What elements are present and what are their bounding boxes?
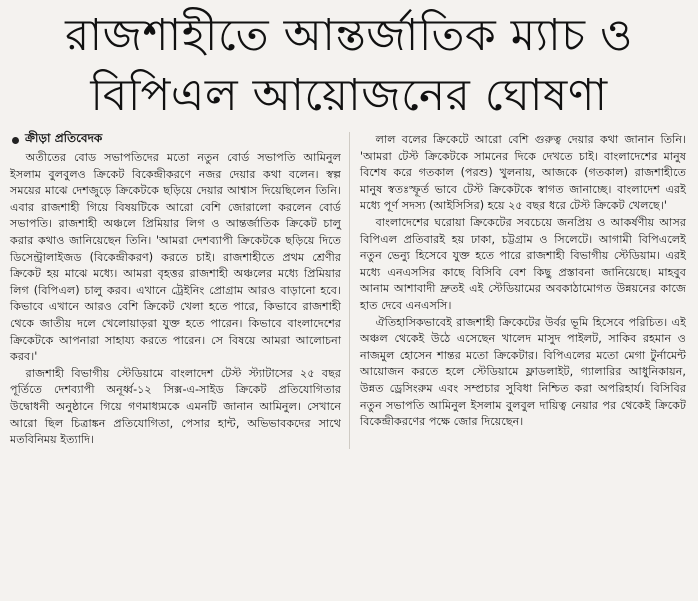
bullet-icon (12, 137, 19, 144)
paragraph: অতীতের বোড সভাপতিদের মতো নতুন বোর্ড সভাপতি আমিনুল ইসলাম বুলবুলও ক্রিকেট বিকেন্দ্রীকরণে নজর দেয়ার কথা বলেন। স্বল্প সময়ের মাঝে দেশজুড়ে ক্রিকেটকে ছড়িয়ে দেয়ার আশ্বাস দিয়েছিলেন তিনি। এবার রাজশাহী গিয়ে বিষয়টিকে আরো বেশি জোরালো করলেন বোর্ড সভাপতি। রাজশাহী অঞ্চলে প্রিমিয়ার লিগ ও আন্তর্জাতিক ক্রিকেট চালু করার কথাও জানিয়েছেন তিনি। 'আমরা দেশব্যাপী ক্রিকেটকে ছড়িয়ে দিতে ডিসেন্ট্রালাইজড (বিকেন্দ্রীকরণ) করতে চাই। রাজশাহীতে প্রথম শ্রেণীর ক্রিকেট হয় মাঝে মধ্যে। আমরা বৃহত্তর রাজশাহী অঞ্চলের মধ্যে প্রিমিয়ার লিগ (বিপিএল) চালু করব। এখানে ট্রেইনিং প্রোগ্রাম আরও বাড়ানো হবে। কিভাবে এখানে আরও বেশি ক্রিকেট খেলা হতে পারে, কিভাবে রাজশাহী থেকে জাতীয় দলে খেলোয়াড়রা যুক্ত হতে পারেন। কিভাবে বাংলাদেশের ক্রিকেটকে আপনারা সাহায্য করতে পারেন। সে বিষয়ে আমরা আলোচনা করব।' (10, 151, 341, 364)
right-column (349, 132, 690, 449)
headline-line-1: রাজশাহীতে আন্তর্জাতিক ম্যাচ ও (65, 10, 633, 61)
paragraph: লাল বলের ক্রিকেটে আরো বেশি গুরুত্ব দেয়ার কথা জানান তিনি। 'আমরা টেস্ট ক্রিকেটকে সামনের দিকে দেখতে চাই। বাংলাদেশের মানুষ বিশেষ করে গতকাল (পরশু) খুলনায়, আজকে (গতকাল) রাজশাহীতে মানুষ স্বতঃস্ফূর্ত ভাবে টেস্ট ক্রিকেটকে স্বাগত জানাচ্ছে। বাংলাদেশ এরই মধ্যে পূর্ণ সদস্য (আইসিসির) হয়ে ২৫ বছর ধরে টেস্ট ক্রিকেট খেলছে।' (360, 133, 686, 213)
paragraph: রাজশাহী বিভাগীয় স্টেডিয়ামে বাংলাদেশ টেস্ট স্ট্যাটাসের ২৫ বছর পূর্তিতে দেশব্যাপী অনূর্ধ্ব-১২ সিক্স-এ-সাইড ক্রিকেট প্রতিযোগিতার উদ্বোধনী অনুষ্ঠানে গিয়ে গণমাধ্যমকে এমনটি জানান আমিনুল। সেখানে আরো ছিল চিত্রাঙ্কন প্রতিযোগিতা, পেসার হান্ট, অভিভাবকদের সাথে মতবিনিময় ইত্যাদি। (10, 366, 341, 447)
headline (8, 6, 690, 126)
paragraph: ঐতিহাসিকভাবেই রাজশাহী ক্রিকেটের উর্বর ভূমি হিসেবে পরিচিত। এই অঞ্চল থেকেই উঠে এসেছেন খালেদ মাসুদ পাইলট, সাকিব রহমান ও নাজমুল হোসেন শান্তর মতো ক্রিকেটার। বিপিএলের মতো মেগা টুর্নামেন্ট আয়োজন করতে হলে স্টেডিয়ামে ফ্লাডলাইট, গ্যালারির আধুনিকায়ন, উন্নত ড্রেসিংরুম এবং সম্প্রচার সুবিধা নিশ্চিত করা অপরিহার্য। বিসিবির নতুন সভাপতি আমিনুল ইসলাম বুলবুল দায়িত্ব নেয়ার পর থেকেই ক্রিকেট বিকেন্দ্রীকরণের পক্ষে জোর দিয়েছেন। (360, 315, 686, 429)
byline: ক্রীড়া প্রতিবেদক (25, 131, 103, 145)
left-column (8, 150, 349, 449)
paragraph: বাংলাদেশের ঘরোয়া ক্রিকেটের সবচেয়ে জনপ্রিয় ও আকর্ষণীয় আসর বিপিএল প্রতিবারই হয় ঢাকা, চট্টগ্রাম ও সিলেটে। আগামী বিপিএলেই নতুন ভেন্যু হিসেবে যুক্ত হতে পারে রাজশাহী বিভাগীয় স্টেডিয়াম। এরই মধ্যে এনএসসির কাছে বিসিবি বেশ কিছু প্রস্তাবনা জানিয়েছে। মাহবুব আনাম আশাবাদী দ্রুতই এই স্টেডিয়ামের অবকাঠামোগত উন্নয়নের কাজে হাত দেবে এনএসসি। (360, 215, 686, 312)
headline-line-2: বিপিএল আয়োজনের ঘোষণা (90, 70, 608, 121)
